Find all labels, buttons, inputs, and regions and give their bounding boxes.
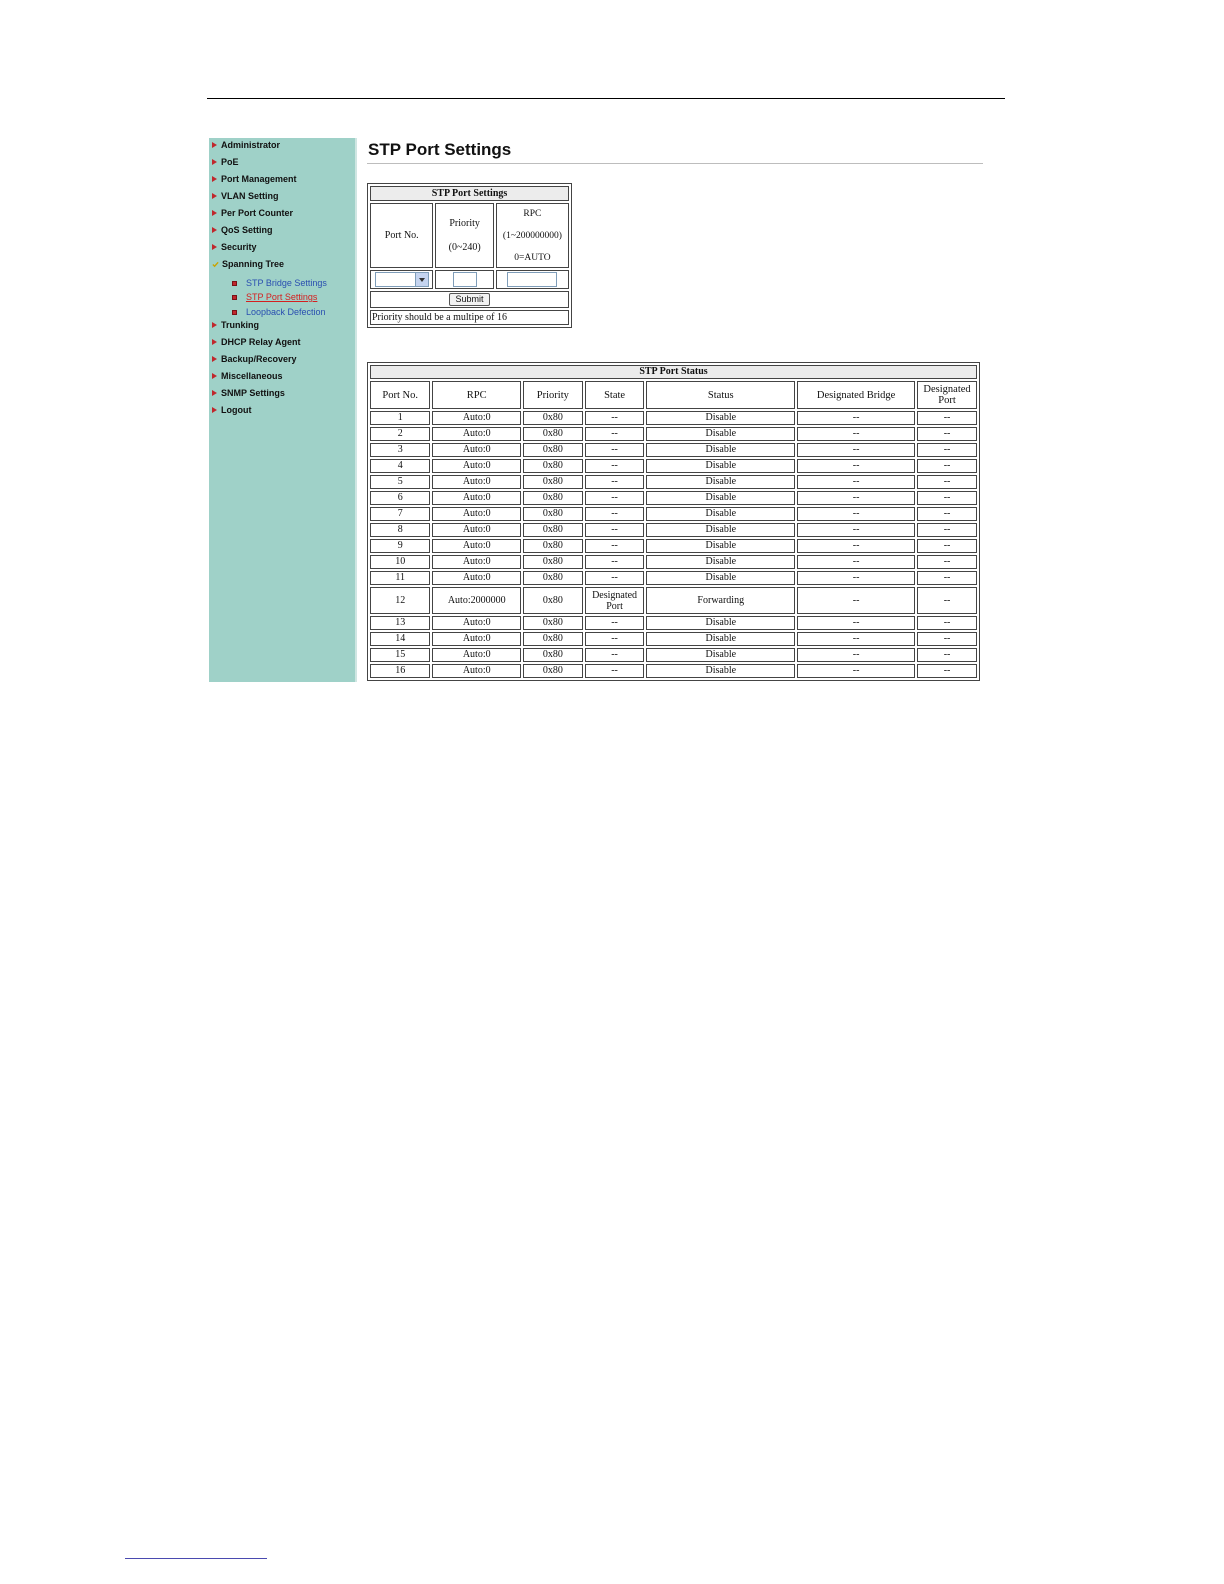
cell-status: Disable bbox=[646, 616, 795, 630]
cell-state: -- bbox=[585, 523, 645, 537]
priority-input[interactable] bbox=[453, 272, 477, 287]
table-row bbox=[370, 523, 977, 537]
sidebar-item-label: Per Port Counter bbox=[221, 208, 294, 218]
arrow-right-icon bbox=[212, 159, 217, 165]
sidebar-item-label: Trunking bbox=[221, 320, 259, 330]
table-row bbox=[370, 555, 977, 569]
cell-rpc: Auto:0 bbox=[432, 459, 521, 473]
cell-status: Disable bbox=[646, 427, 795, 441]
cell-rpc: Auto:2000000 bbox=[432, 587, 521, 614]
cell-designated-bridge: -- bbox=[797, 587, 915, 614]
cell-port-no: 1 bbox=[370, 411, 430, 425]
footnote-rule bbox=[125, 1558, 267, 1559]
cell-designated-port: -- bbox=[917, 571, 977, 585]
table-row bbox=[370, 616, 977, 630]
arrow-right-icon bbox=[212, 356, 217, 362]
cell-priority: 0x80 bbox=[523, 475, 583, 489]
cell-state: -- bbox=[585, 459, 645, 473]
table-row bbox=[370, 459, 977, 473]
cell-designated-port: -- bbox=[917, 507, 977, 521]
cell-priority: 0x80 bbox=[523, 443, 583, 457]
cell-designated-port: -- bbox=[917, 523, 977, 537]
cell-designated-port: -- bbox=[917, 632, 977, 646]
cell-rpc: Auto:0 bbox=[432, 648, 521, 662]
submit-cell bbox=[370, 291, 569, 308]
sidebar-item-security[interactable] bbox=[212, 240, 257, 254]
cell-designated-bridge: -- bbox=[797, 443, 915, 457]
table-row bbox=[370, 475, 977, 489]
status-header-row bbox=[370, 381, 977, 409]
cell-designated-port: -- bbox=[917, 664, 977, 678]
table-row bbox=[370, 507, 977, 521]
col-header-rpc: RPC bbox=[432, 381, 521, 409]
cell-priority: 0x80 bbox=[523, 632, 583, 646]
bullet-icon bbox=[232, 310, 237, 315]
arrow-right-icon bbox=[212, 176, 217, 182]
cell-state: -- bbox=[585, 475, 645, 489]
cell-priority: 0x80 bbox=[523, 523, 583, 537]
arrow-right-icon bbox=[212, 210, 217, 216]
cell-rpc: Auto:0 bbox=[432, 539, 521, 553]
cell-status: Disable bbox=[646, 523, 795, 537]
cell-designated-port: -- bbox=[917, 616, 977, 630]
sidebar-item-label: Backup/Recovery bbox=[221, 354, 297, 364]
cell-rpc: Auto:0 bbox=[432, 443, 521, 457]
cell-priority: 0x80 bbox=[523, 459, 583, 473]
port-select[interactable] bbox=[375, 272, 429, 287]
cell-port-no: 15 bbox=[370, 648, 430, 662]
col-header-status: Status bbox=[646, 381, 795, 409]
sidebar-item-label: Port Management bbox=[221, 174, 297, 184]
rpc-range: (1~200000000) bbox=[502, 230, 562, 241]
cell-designated-port: -- bbox=[917, 587, 977, 614]
sidebar-item-backup-recovery[interactable] bbox=[212, 352, 297, 366]
table-row bbox=[370, 411, 977, 425]
cell-port-no: 8 bbox=[370, 523, 430, 537]
arrow-right-icon bbox=[212, 322, 217, 328]
sidebar-subitem-loopback-defection[interactable] bbox=[232, 306, 326, 318]
sidebar-item-logout[interactable] bbox=[212, 403, 252, 417]
cell-port-no: 2 bbox=[370, 427, 430, 441]
sidebar-item-dhcp-relay-agent[interactable] bbox=[212, 335, 301, 349]
cell-rpc: Auto:0 bbox=[432, 411, 521, 425]
cell-designated-port: -- bbox=[917, 475, 977, 489]
arrow-right-icon bbox=[212, 390, 217, 396]
sidebar-item-miscellaneous[interactable] bbox=[212, 369, 283, 383]
sidebar-item-port-management[interactable] bbox=[212, 172, 297, 186]
cell-status: Disable bbox=[646, 571, 795, 585]
cell-designated-bridge: -- bbox=[797, 475, 915, 489]
table-row bbox=[370, 632, 977, 646]
cell-state: -- bbox=[585, 571, 645, 585]
sidebar-item-snmp-settings[interactable] bbox=[212, 386, 285, 400]
arrow-right-icon bbox=[212, 193, 217, 199]
sidebar-item-label: Logout bbox=[221, 405, 252, 415]
cell-port-no: 9 bbox=[370, 539, 430, 553]
cell-state: -- bbox=[585, 411, 645, 425]
cell-status: Disable bbox=[646, 491, 795, 505]
cell-designated-bridge: -- bbox=[797, 523, 915, 537]
cell-rpc: Auto:0 bbox=[432, 427, 521, 441]
cell-rpc: Auto:0 bbox=[432, 475, 521, 489]
table-row bbox=[370, 571, 977, 585]
cell-state: -- bbox=[585, 491, 645, 505]
cell-designated-bridge: -- bbox=[797, 539, 915, 553]
cell-designated-port: -- bbox=[917, 443, 977, 457]
table-row bbox=[370, 427, 977, 441]
cell-rpc: Auto:0 bbox=[432, 523, 521, 537]
cell-rpc: Auto:0 bbox=[432, 555, 521, 569]
arrow-right-icon bbox=[212, 373, 217, 379]
bullet-icon bbox=[232, 295, 237, 300]
sidebar-item-label: DHCP Relay Agent bbox=[221, 337, 301, 347]
check-icon bbox=[212, 261, 219, 268]
sidebar-item-label: Miscellaneous bbox=[221, 371, 283, 381]
cell-status: Disable bbox=[646, 648, 795, 662]
sidebar-item-per-port-counter[interactable] bbox=[212, 206, 293, 220]
cell-port-no: 3 bbox=[370, 443, 430, 457]
cell-state: -- bbox=[585, 443, 645, 457]
status-caption: STP Port Status bbox=[370, 365, 977, 379]
sidebar-item-vlan-setting[interactable] bbox=[212, 189, 279, 203]
cell-status: Disable bbox=[646, 443, 795, 457]
cell-rpc: Auto:0 bbox=[432, 491, 521, 505]
priority-header-label: Priority bbox=[449, 218, 480, 229]
sidebar-item-label: Security bbox=[221, 242, 257, 252]
status-rows bbox=[370, 411, 977, 678]
cell-port-no: 5 bbox=[370, 475, 430, 489]
sidebar-item-label: QoS Setting bbox=[221, 225, 273, 235]
cell-designated-bridge: -- bbox=[797, 491, 915, 505]
sidebar bbox=[209, 138, 357, 682]
cell-designated-bridge: -- bbox=[797, 459, 915, 473]
form-caption: STP Port Settings bbox=[370, 186, 569, 201]
chevron-down-icon[interactable] bbox=[415, 273, 428, 286]
table-row bbox=[370, 539, 977, 553]
cell-port-no: 12 bbox=[370, 587, 430, 614]
cell-status: Disable bbox=[646, 555, 795, 569]
top-divider bbox=[207, 98, 1005, 99]
cell-status: Disable bbox=[646, 475, 795, 489]
rpc-header-label: RPC bbox=[523, 208, 542, 219]
cell-state: -- bbox=[585, 616, 645, 630]
table-row bbox=[370, 491, 977, 505]
cell-state: -- bbox=[585, 539, 645, 553]
priority-note: Priority should be a multipe of 16 bbox=[370, 310, 569, 325]
cell-port-no: 10 bbox=[370, 555, 430, 569]
cell-status: Disable bbox=[646, 539, 795, 553]
cell-status: Disable bbox=[646, 459, 795, 473]
sidebar-subitem-label: STP Bridge Settings bbox=[246, 278, 327, 288]
cell-status: Disable bbox=[646, 507, 795, 521]
table-row bbox=[370, 587, 977, 614]
table-row bbox=[370, 443, 977, 457]
cell-designated-port: -- bbox=[917, 491, 977, 505]
cell-designated-port: -- bbox=[917, 459, 977, 473]
cell-priority: 0x80 bbox=[523, 587, 583, 614]
cell-rpc: Auto:0 bbox=[432, 616, 521, 630]
bullet-icon bbox=[232, 281, 237, 286]
sidebar-item-label: VLAN Setting bbox=[221, 191, 279, 201]
col-header-priority: Priority bbox=[523, 381, 583, 409]
priority-header bbox=[435, 203, 493, 268]
submit-button[interactable]: Submit bbox=[449, 293, 489, 306]
sidebar-subitem-label: STP Port Settings bbox=[246, 292, 318, 302]
cell-priority: 0x80 bbox=[523, 539, 583, 553]
arrow-right-icon bbox=[212, 339, 217, 345]
cell-rpc: Auto:0 bbox=[432, 571, 521, 585]
cell-priority: 0x80 bbox=[523, 555, 583, 569]
cell-priority: 0x80 bbox=[523, 507, 583, 521]
cell-port-no: 6 bbox=[370, 491, 430, 505]
cell-designated-bridge: -- bbox=[797, 616, 915, 630]
cell-priority: 0x80 bbox=[523, 571, 583, 585]
port-no-header: Port No. bbox=[370, 203, 433, 268]
cell-state: Designated Port bbox=[585, 587, 645, 614]
cell-designated-port: -- bbox=[917, 427, 977, 441]
sidebar-item-label: Spanning Tree bbox=[222, 259, 285, 269]
table-row bbox=[370, 664, 977, 678]
sidebar-item-label: Administrator bbox=[221, 140, 281, 150]
cell-priority: 0x80 bbox=[523, 427, 583, 441]
cell-designated-port: -- bbox=[917, 539, 977, 553]
cell-designated-bridge: -- bbox=[797, 507, 915, 521]
page-title: STP Port Settings bbox=[368, 140, 512, 159]
stp-port-settings-form bbox=[367, 183, 572, 328]
cell-state: -- bbox=[585, 664, 645, 678]
cell-priority: 0x80 bbox=[523, 648, 583, 662]
stp-port-status-table bbox=[367, 362, 980, 681]
cell-designated-bridge: -- bbox=[797, 411, 915, 425]
cell-status: Disable bbox=[646, 664, 795, 678]
sidebar-item-spanning-tree[interactable] bbox=[212, 257, 284, 271]
cell-designated-port: -- bbox=[917, 411, 977, 425]
cell-status: Disable bbox=[646, 632, 795, 646]
arrow-right-icon bbox=[212, 142, 217, 148]
sidebar-item-qos-setting[interactable] bbox=[212, 223, 273, 237]
col-header-port-no: Port No. bbox=[370, 381, 430, 409]
arrow-right-icon bbox=[212, 244, 217, 250]
cell-designated-bridge: -- bbox=[797, 648, 915, 662]
cell-state: -- bbox=[585, 427, 645, 441]
sidebar-item-label: PoE bbox=[221, 157, 239, 167]
cell-status: Disable bbox=[646, 411, 795, 425]
cell-priority: 0x80 bbox=[523, 664, 583, 678]
cell-port-no: 13 bbox=[370, 616, 430, 630]
priority-range: (0~240) bbox=[448, 242, 481, 253]
cell-status: Forwarding bbox=[646, 587, 795, 614]
col-header-state: State bbox=[585, 381, 645, 409]
rpc-header bbox=[496, 203, 569, 268]
port-select-cell bbox=[370, 270, 433, 289]
sidebar-subitem-label: Loopback Defection bbox=[246, 307, 326, 317]
sidebar-item-trunking[interactable] bbox=[212, 318, 259, 332]
cell-port-no: 14 bbox=[370, 632, 430, 646]
cell-port-no: 7 bbox=[370, 507, 430, 521]
arrow-right-icon bbox=[212, 407, 217, 413]
cell-state: -- bbox=[585, 632, 645, 646]
cell-designated-port: -- bbox=[917, 555, 977, 569]
cell-designated-bridge: -- bbox=[797, 555, 915, 569]
sidebar-item-administrator[interactable] bbox=[212, 138, 280, 152]
cell-designated-port: -- bbox=[917, 648, 977, 662]
cell-port-no: 4 bbox=[370, 459, 430, 473]
col-header-designated-port: Designated Port bbox=[917, 381, 977, 409]
title-divider bbox=[367, 163, 983, 164]
cell-port-no: 11 bbox=[370, 571, 430, 585]
cell-rpc: Auto:0 bbox=[432, 632, 521, 646]
sidebar-item-poe[interactable] bbox=[212, 155, 239, 169]
rpc-auto-note: 0=AUTO bbox=[514, 252, 551, 263]
rpc-input-cell bbox=[496, 270, 569, 289]
cell-designated-bridge: -- bbox=[797, 427, 915, 441]
cell-priority: 0x80 bbox=[523, 411, 583, 425]
cell-state: -- bbox=[585, 507, 645, 521]
cell-priority: 0x80 bbox=[523, 616, 583, 630]
cell-designated-bridge: -- bbox=[797, 664, 915, 678]
cell-designated-bridge: -- bbox=[797, 632, 915, 646]
priority-input-cell bbox=[435, 270, 493, 289]
cell-rpc: Auto:0 bbox=[432, 664, 521, 678]
cell-rpc: Auto:0 bbox=[432, 507, 521, 521]
col-header-designated-bridge: Designated Bridge bbox=[797, 381, 915, 409]
sidebar-item-label: SNMP Settings bbox=[221, 388, 285, 398]
cell-designated-bridge: -- bbox=[797, 571, 915, 585]
cell-state: -- bbox=[585, 648, 645, 662]
rpc-input[interactable] bbox=[507, 272, 557, 287]
arrow-right-icon bbox=[212, 227, 217, 233]
sidebar-subitem-stp-port-settings[interactable] bbox=[232, 291, 317, 303]
table-row bbox=[370, 648, 977, 662]
sidebar-subitem-stp-bridge-settings[interactable] bbox=[232, 277, 327, 289]
cell-port-no: 16 bbox=[370, 664, 430, 678]
cell-priority: 0x80 bbox=[523, 491, 583, 505]
cell-state: -- bbox=[585, 555, 645, 569]
